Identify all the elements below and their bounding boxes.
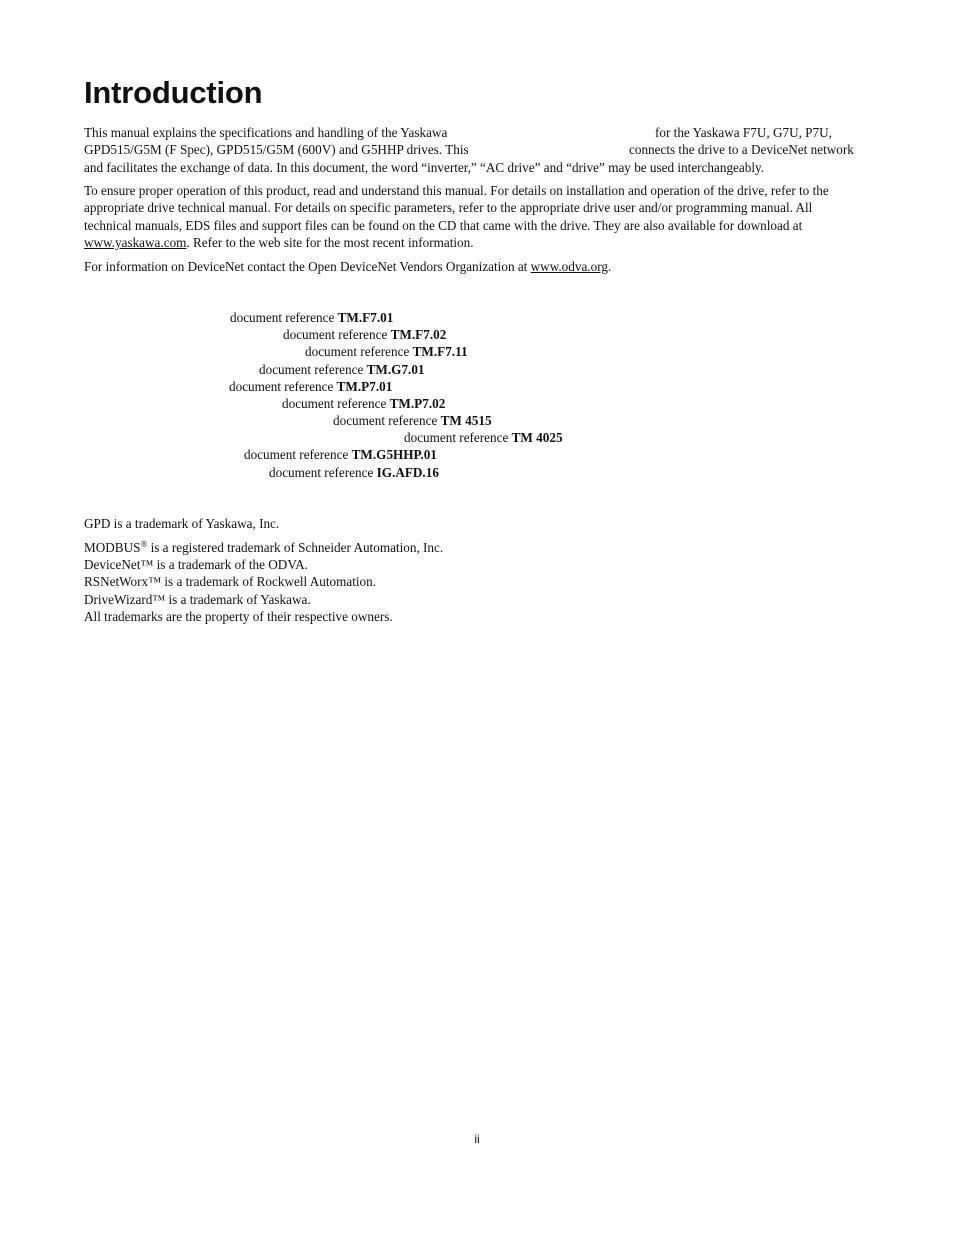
document-reference-item bbox=[283, 326, 446, 343]
reference-prefix: document reference bbox=[269, 465, 377, 480]
intro-line-3: and facilitates the exchange of data. In this document, the word “inverter,” “AC drive” and “drive” may be used interchangeably. bbox=[84, 159, 765, 175]
reference-prefix: document reference bbox=[333, 413, 441, 428]
reference-prefix: document reference bbox=[229, 379, 337, 394]
reference-prefix: document reference bbox=[283, 327, 391, 342]
modbus-name: MODBUS bbox=[84, 540, 141, 555]
reference-code: TM.G5HHP.01 bbox=[351, 447, 437, 462]
trademark-gpd: GPD is a trademark of Yaskawa, Inc. bbox=[84, 516, 280, 531]
trademark-all: All trademarks are the property of their respective owners. bbox=[84, 609, 393, 624]
page-number: ii bbox=[474, 1132, 480, 1146]
trademark-modbus bbox=[84, 539, 443, 556]
reference-code: TM.F7.02 bbox=[390, 327, 447, 342]
reference-code: TM.F7.01 bbox=[337, 310, 394, 325]
trademark-rsnetworx: RSNetWorx™ is a trademark of Rockwell Automation. bbox=[84, 574, 377, 589]
intro-line-2b: connects the drive to a DeviceNet network bbox=[629, 142, 854, 158]
operation-paragraph bbox=[84, 182, 874, 251]
operation-line-3: technical manuals, EDS files and support files can be found on the CD that came with the drive. They are also available for download at bbox=[84, 217, 803, 233]
reference-code: IG.AFD.16 bbox=[376, 465, 439, 480]
document-reference-item bbox=[229, 378, 392, 395]
page-title: Introduction bbox=[84, 75, 263, 110]
reference-code: TM 4025 bbox=[511, 430, 563, 445]
operation-line-2: appropriate drive technical manual. For details on specific parameters, refer to the appropriate drive user and/or programming manual. All bbox=[84, 200, 813, 216]
document-reference-item bbox=[244, 446, 437, 463]
intro-line-2a: GPD515/G5M (F Spec), GPD515/G5M (600V) and G5HHP drives. This bbox=[84, 142, 469, 158]
document-reference-item bbox=[404, 429, 563, 446]
reference-prefix: document reference bbox=[259, 362, 367, 377]
reference-prefix: document reference bbox=[244, 447, 352, 462]
reference-code: TM.P7.02 bbox=[389, 396, 446, 411]
document-reference-item bbox=[305, 343, 468, 360]
document-reference-item bbox=[269, 464, 439, 481]
intro-line-1a: This manual explains the specifications and handling of the Yaskawa bbox=[84, 125, 448, 140]
reference-prefix: document reference bbox=[404, 430, 512, 445]
reference-code: TM.F7.11 bbox=[412, 344, 468, 359]
intro-line-1b: for the Yaskawa F7U, G7U, P7U, bbox=[655, 125, 832, 140]
yaskawa-website-link[interactable]: www.yaskawa.com bbox=[84, 234, 187, 250]
intro-paragraph bbox=[84, 124, 874, 176]
trademark-devicenet: DeviceNet™ is a trademark of the ODVA. bbox=[84, 557, 308, 572]
reference-code: TM.G7.01 bbox=[366, 362, 425, 377]
document-reference-item bbox=[333, 412, 492, 429]
devicenet-info-text: For information on DeviceNet contact the Open DeviceNet Vendors Organization at bbox=[84, 259, 531, 274]
modbus-rest: is a registered trademark of Schneider Automation, Inc. bbox=[147, 540, 444, 555]
devicenet-info-paragraph bbox=[84, 258, 874, 275]
reference-code: TM.P7.01 bbox=[336, 379, 393, 394]
odva-website-link[interactable]: www.odva.org bbox=[530, 259, 608, 274]
reference-prefix: document reference bbox=[305, 344, 413, 359]
document-reference-item bbox=[230, 309, 393, 326]
trademark-drivewizard: DriveWizard™ is a trademark of Yaskawa. bbox=[84, 592, 311, 607]
operation-line-4: . Refer to the web site for the most recent information. bbox=[186, 234, 474, 250]
devicenet-info-end: . bbox=[607, 259, 612, 274]
reference-prefix: document reference bbox=[282, 396, 390, 411]
reference-prefix: document reference bbox=[230, 310, 338, 325]
document-reference-item bbox=[259, 361, 425, 378]
reference-code: TM 4515 bbox=[440, 413, 492, 428]
operation-line-1: To ensure proper operation of this product, read and understand this manual. For details on installation and operation of the drive, refer to the bbox=[84, 183, 829, 198]
registered-mark: ® bbox=[140, 539, 148, 549]
document-reference-item bbox=[282, 395, 445, 412]
